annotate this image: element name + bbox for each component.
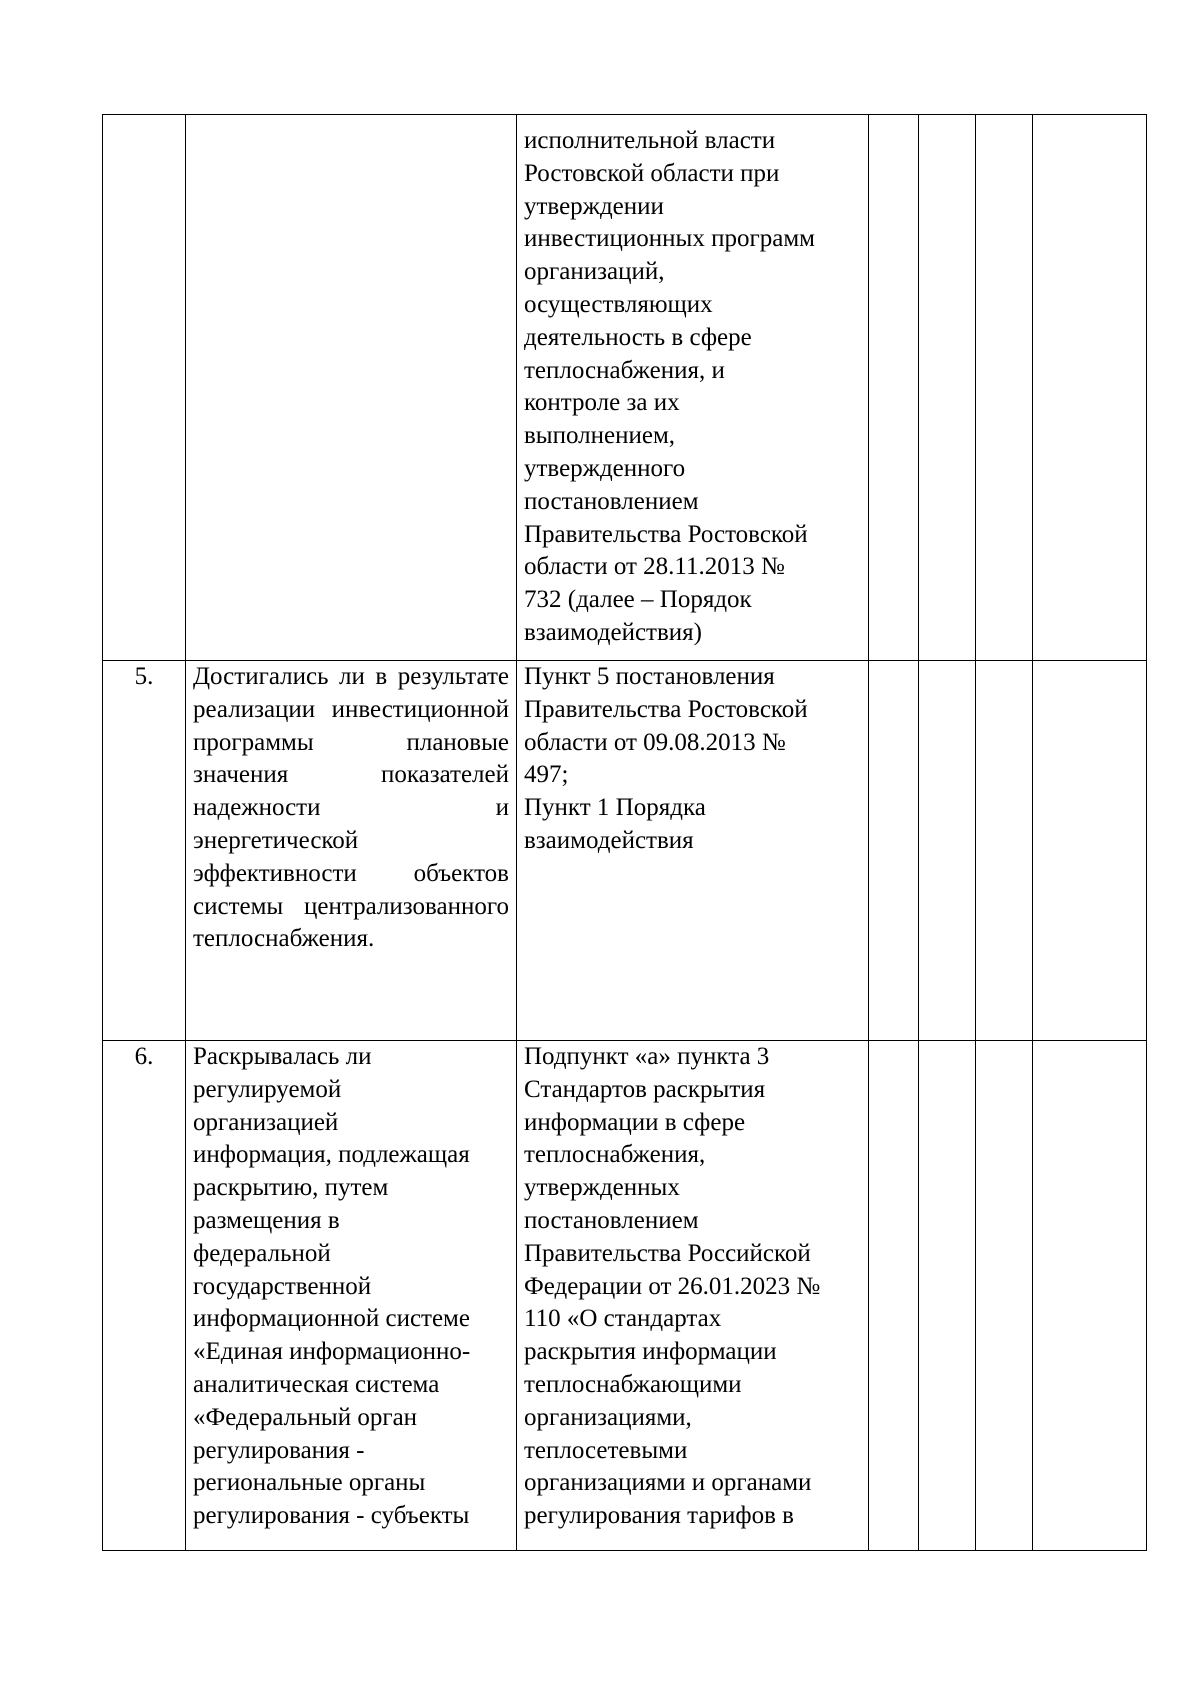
reference-line: взаимодействия (524, 826, 694, 854)
reference-line: выполнением, (524, 422, 676, 450)
reference-line: утверждении (524, 192, 664, 220)
row-number-cell: 6. (103, 1041, 186, 1551)
reference-line: утвержденных (524, 1174, 680, 1202)
reference-line: постановлением (524, 487, 699, 515)
reference-line: Пункт 5 постановления (524, 663, 775, 690)
reference-line: организаций, (524, 258, 665, 286)
table-row (103, 1041, 1147, 1551)
question-line: регулируемой (193, 1075, 342, 1103)
reference-line: Подпункт «а» пункта 3 (524, 1043, 770, 1070)
question-line: федеральной (193, 1239, 331, 1267)
question-line: раскрытию, путем (193, 1174, 389, 1202)
reference-line: 732 (далее – Порядок (524, 586, 752, 614)
reference-line: организациями и органами (524, 1469, 812, 1497)
empty-cell (976, 1041, 1033, 1551)
reference-line: деятельность в сфере (524, 323, 752, 351)
empty-cell (976, 115, 1033, 661)
empty-cell (869, 115, 919, 661)
question-line: региональные органы (193, 1469, 426, 1497)
empty-cell (976, 661, 1033, 1041)
reference-line: Стандартов раскрытия (524, 1075, 766, 1103)
reference-line: инвестиционных программ (524, 225, 815, 253)
reference-line: области от 28.11.2013 № (524, 553, 785, 581)
reference-cell (517, 115, 869, 661)
empty-cell (869, 661, 919, 1041)
question-line: организацией (193, 1108, 339, 1136)
reference-line: взаимодействия) (524, 618, 702, 646)
reference-line: организациями, (524, 1403, 692, 1431)
row-number-cell (103, 115, 186, 661)
reference-line: теплоснабжающими (524, 1370, 742, 1398)
reference-line: теплоснабжения, и (524, 356, 725, 384)
question-line: регулирования - (193, 1436, 365, 1464)
question-line: регулирования - субъекты (193, 1502, 470, 1530)
reference-line: Правительства Ростовской (524, 695, 808, 723)
reference-line: Правительства Ростовской (524, 520, 808, 548)
reference-cell (517, 1041, 869, 1551)
empty-cell (1033, 661, 1147, 1041)
reference-line: теплоснабжения, (524, 1141, 706, 1169)
reference-line: утвержденного (524, 454, 686, 482)
empty-cell (919, 661, 976, 1041)
reference-line: Ростовской области при (524, 159, 780, 187)
reference-line: области от 09.08.2013 № (524, 728, 786, 756)
reference-line: 497; (524, 761, 569, 789)
question-line: информационной системе (193, 1305, 470, 1333)
empty-cell (919, 115, 976, 661)
reference-line: Пункт 1 Порядка (524, 794, 706, 822)
reference-line: Правительства Российской (524, 1239, 811, 1267)
empty-cell (1033, 115, 1147, 661)
question-line: государственной (193, 1272, 372, 1300)
table-row (103, 115, 1147, 661)
empty-cell (869, 1041, 919, 1551)
question-line: аналитическая система (193, 1370, 440, 1398)
reference-line: регулирования тарифов в (524, 1502, 794, 1530)
reference-line: исполнительной власти (524, 127, 776, 154)
question-cell (186, 115, 517, 661)
reference-cell (517, 661, 869, 1041)
reference-line: информации в сфере (524, 1108, 746, 1136)
empty-cell (919, 1041, 976, 1551)
question-line: «Федеральный орган (193, 1403, 418, 1431)
reference-line: 110 «О стандартах (524, 1305, 722, 1333)
reference-line: контроле за их (524, 389, 680, 417)
question-line: «Единая информационно- (193, 1338, 471, 1366)
question-cell (186, 1041, 517, 1551)
reference-line: раскрытия информации (524, 1338, 777, 1366)
reference-line: Федерации от 26.01.2023 № (524, 1272, 821, 1300)
reference-line: постановлением (524, 1206, 699, 1234)
question-line: Раскрывалась ли (193, 1043, 372, 1070)
reference-line: осуществляющих (524, 290, 713, 318)
question-cell: Достигались ли в результате реализации инвестиционной программы плановые значения показателей надежности и энергетической эффективности объектов системы централизованного теплоснабжения. (186, 661, 517, 1041)
row-number-cell: 5. (103, 661, 186, 1041)
question-line: размещения в (193, 1206, 340, 1234)
checklist-table (102, 114, 1147, 1551)
table-row (103, 661, 1147, 1041)
question-line: информация, подлежащая (193, 1141, 470, 1169)
empty-cell (1033, 1041, 1147, 1551)
reference-line: теплосетевыми (524, 1436, 688, 1464)
